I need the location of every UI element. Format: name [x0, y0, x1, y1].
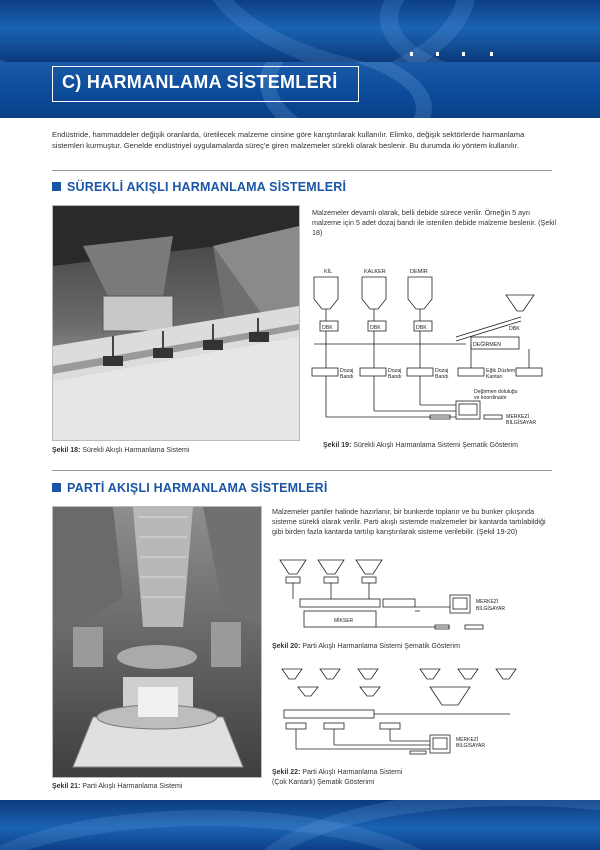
svg-text:Bandı: Bandı: [340, 374, 354, 380]
svg-text:Dozaj: Dozaj: [388, 368, 402, 374]
square-bullet-icon: [52, 182, 61, 191]
svg-text:MERKEZİ: MERKEZİ: [456, 737, 479, 743]
svg-text:DBK: DBK: [416, 325, 427, 331]
section-heading-batch: PARTİ AKIŞLI HARMANLAMA SİSTEMLERİ: [52, 481, 328, 495]
caption-fig22: Şekil 22: Parti Akışlı Harmanlama Sistemi: [272, 769, 403, 776]
svg-text:DBK: DBK: [370, 325, 381, 331]
square-bullet-icon: [52, 483, 61, 492]
svg-text:MERKEZİ: MERKEZİ: [476, 599, 499, 605]
silo-label-kil: KİL: [324, 269, 333, 275]
intro-paragraph: Endüstride, hammaddeler değişik oranlarda, üretilecek malzeme cinsine göre karıştırılarak kullanılır. Elimko, değişik sektörlerde harmanlama sistemleri kurmuştur. Genelde endüstriyel uygulamalarda süreç'e giren malzemeler sürekli olarak beslenir. Bu durumda iki yöntem kullanılır.: [52, 130, 525, 150]
svg-text:MİKSER: MİKSER: [334, 618, 354, 624]
svg-text:Eğik Düzlem: Eğik Düzlem: [486, 368, 516, 374]
caption-fig21: Şekil 21: Parti Akışlı Harmanlama Sistemi: [52, 783, 183, 790]
svg-text:DBK: DBK: [322, 325, 333, 331]
section-heading-continuous: SÜREKLİ AKIŞLI HARMANLAMA SİSTEMLERİ: [52, 180, 346, 194]
svg-text:ve koordinatör: ve koordinatör: [474, 395, 507, 401]
photo-batch-blending: [52, 506, 262, 778]
caption-fig19: Şekil 19: Sürekli Akışlı Harmanlama Sistemi Şematik Gösterim: [323, 442, 518, 449]
svg-text:DBK: DBK: [509, 326, 520, 332]
svg-text:Değirmen doluluğu: Değirmen doluluğu: [474, 389, 518, 395]
diagram-batch-schematic: [270, 555, 525, 640]
silo-label-demir: DEMİR: [410, 269, 428, 275]
svg-text:Kantarı: Kantarı: [486, 374, 503, 380]
bottom-banner: [0, 800, 600, 850]
svg-text:BİLGİSAYAR: BİLGİSAYAR: [456, 743, 485, 749]
caption-fig18: Şekil 18: Sürekli Akışlı Harmanlama Sistemi: [52, 447, 190, 454]
svg-text:BİLGİSAYAR: BİLGİSAYAR: [476, 606, 505, 612]
page-title: C) HARMANLAMA SİSTEMLERİ: [62, 72, 338, 92]
svg-text:Bandı: Bandı: [435, 374, 449, 380]
divider: [52, 470, 552, 471]
photo-continuous-blending: [52, 205, 300, 441]
svg-text:BİLGİSAYAR: BİLGİSAYAR: [506, 420, 537, 426]
divider: [52, 170, 552, 171]
svg-text:DEĞİRMEN: DEĞİRMEN: [473, 342, 501, 348]
svg-text:MERKEZİ: MERKEZİ: [506, 414, 530, 420]
section1-text: Malzemeler devamlı olarak, belli debide sürece verilir. Örneğin 5 ayrı malzeme için 5 adet dozaj bandı ile istenilen debide malzeme beslenir. (Şekil 18): [312, 208, 557, 237]
diagram-multi-scale-schematic: [270, 665, 525, 765]
caption-fig22-line2: (Çok Kantarlı) Şematik Gösterimi: [272, 779, 375, 786]
caption-fig20: Şekil 20: Parti Akışlı Harmanlama Sistemi Şematik Gösterim: [272, 643, 460, 650]
silo-label-kalker: KALKER: [364, 269, 386, 275]
top-banner: [0, 0, 600, 62]
svg-text:Dozaj: Dozaj: [435, 368, 449, 374]
section2-text: Malzemeler partiler halinde hazırlanır, bir bunkerde toplanır ve bu bunker çıkışında sisteme sürekli olarak verilir. Parti akışlı sistemde malzemeler bir kantarda tartılabildiği gibi birden fazla kantarda tartılıp karıştırılarak sisteme verilebilir. (Şekil 19-20): [272, 507, 546, 536]
svg-text:Dozaj: Dozaj: [340, 368, 354, 374]
svg-text:Bandı: Bandı: [388, 374, 402, 380]
diagram-continuous-schematic: [306, 265, 556, 435]
